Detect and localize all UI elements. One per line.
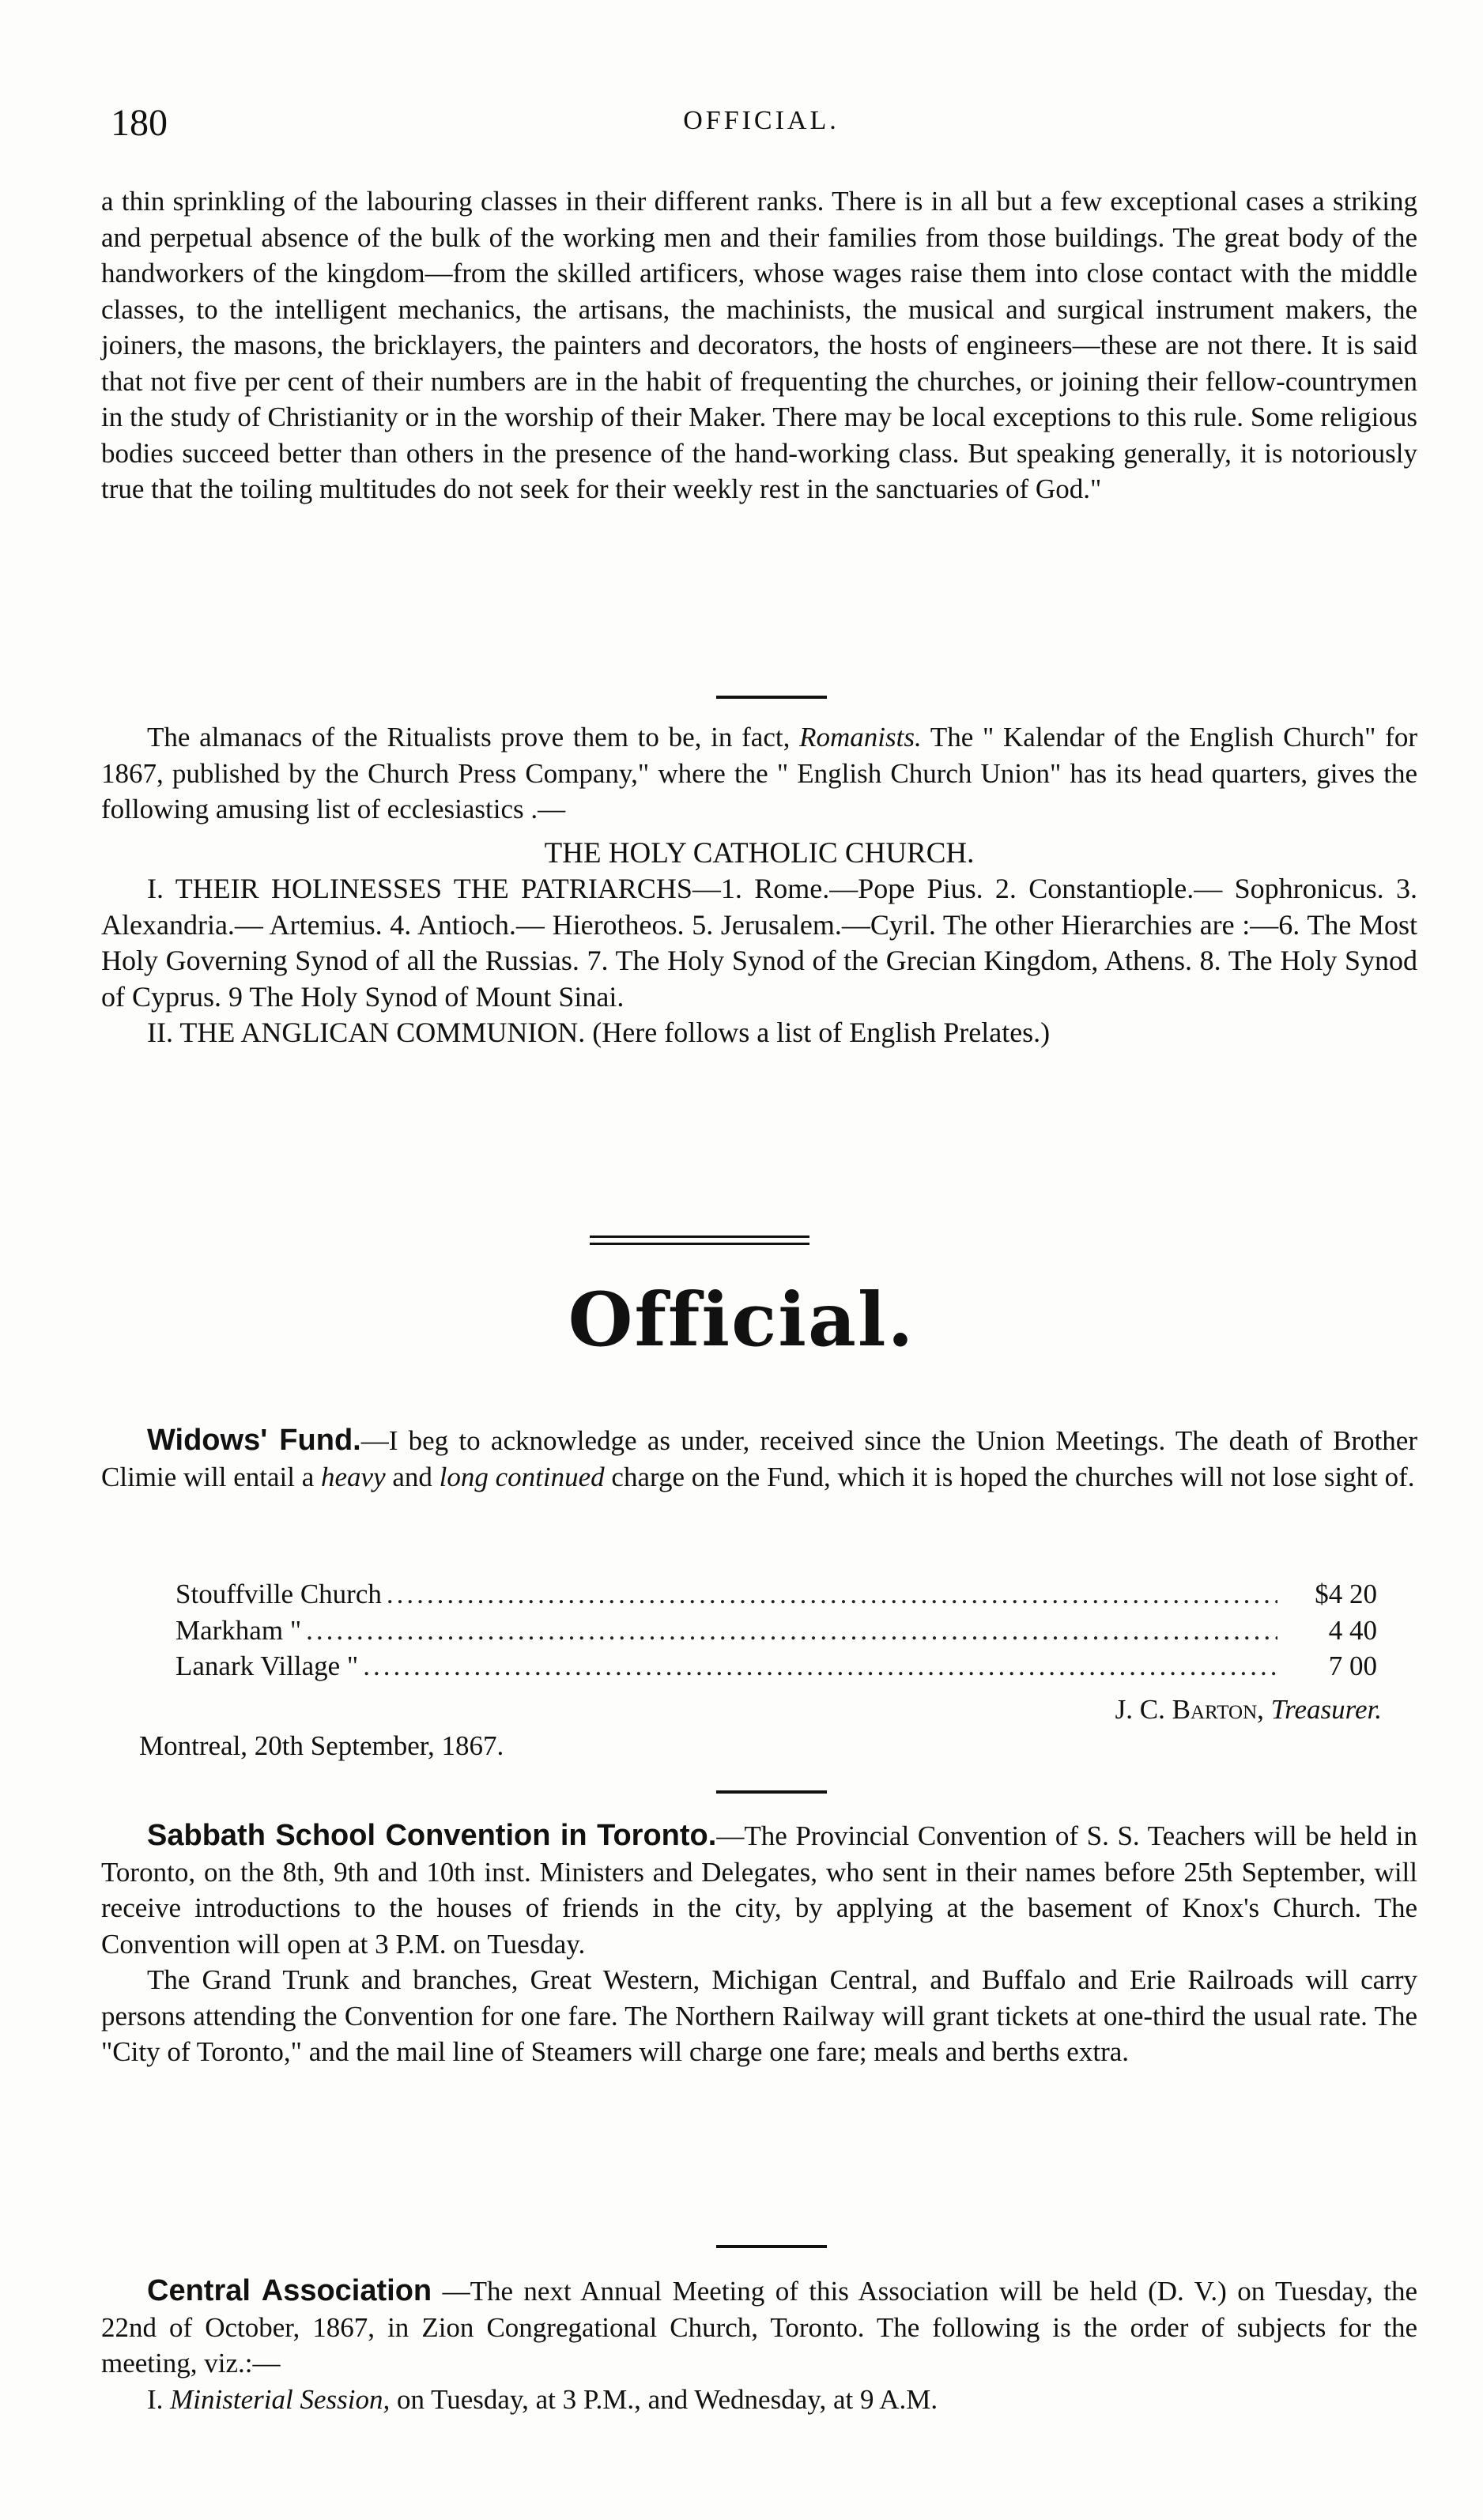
section-divider: [716, 696, 827, 699]
widows-text-after: charge on the Fund, which it is hoped the churches will not lose sight of.: [604, 1461, 1415, 1492]
widows-fund-lead: Widows' Fund.: [147, 1424, 361, 1457]
holy-catholic-heading: THE HOLY CATHOLIC CHURCH.: [544, 836, 975, 870]
patriarchs-list: I. THEIR HOLINESSES THE PATRIARCHS—1. Rome.—Pope Pius. 2. Constantiople.— Sophronicus. 3. Alexandria.— Artemius. 4. Antioch.— Hierotheos. 5. Jerusalem.—Cyril. The other Hierarchies are :—6. The Most Holy Governing Synod of all the Russias. 7. The Holy Synod of the Grecian Kingdom, Athens. 8. The Holy Synod of Cyprus. 9 The Holy Synod of Mount Sinai.: [101, 873, 1417, 1013]
double-rule-bottom: [590, 1243, 809, 1245]
widows-middle: and: [385, 1461, 440, 1492]
sabbath-lead: Sabbath School Convention in Toronto.: [147, 1819, 717, 1852]
signature-title: Treasurer.: [1270, 1694, 1382, 1725]
almanac-paragraph: [101, 719, 1417, 828]
leader-dots: [306, 1613, 1277, 1649]
central-item: [101, 2382, 1417, 2418]
table-row: [175, 1648, 1377, 1684]
central-item-text: on Tuesday, at 3 P.M., and Wednesday, at 9 A.M.: [390, 2383, 938, 2415]
central-text: —The next Annual Meeting of this Association will be held (D. V.) on Tuesday, the 22nd of October, 1867, in Zion Congregational Church, Toronto. The following is the order of subjects for the meeting, viz.:—: [101, 2276, 1417, 2379]
intro-paragraph: a thin sprinkling of the labouring classes in their different ranks. There is in all but a few exceptional cases a striking and perpetual absence of the bulk of the working men and their families from those buildings. The great body of the handworkers of the kingdom—from the skilled artificers, whose wages raise them into close contact with the middle classes, to the intelligent mechanics, the artisans, the machinists, the musical and surgical instrument makers, the joiners, the masons, the bricklayers, the painters and decorators, the hosts of engineers—these are not there. It is said that not five per cent of their numbers are in the habit of frequenting the churches, or joining their fellow-countrymen in the study of Christianity or in the worship of their Maker. There may be local exceptions to this rule. Some religious bodies succeed better than others in the presence of the hand-working class. But speaking generally, it is notoriously true that the toiling multitudes do not seek for their weekly rest in the sanctuaries of God.": [101, 186, 1417, 504]
almanac-section: [101, 719, 1417, 1051]
table-row: [175, 1613, 1377, 1649]
central-lead: Central Association: [147, 2274, 432, 2307]
signature: [101, 1692, 1382, 1728]
section-divider: [716, 1790, 827, 1794]
central-item-title: Ministerial Session,: [170, 2383, 391, 2415]
sabbath-paragraph-one: [101, 1818, 1417, 1962]
widows-fund-paragraph: [101, 1423, 1417, 1495]
central-item-label: I.: [147, 2383, 171, 2415]
receipt-amount: 4 40: [1328, 1614, 1377, 1646]
widows-text-before: —I beg to acknowledge as under, received since the Union Meetings. The death of Brother Climie will entail a: [101, 1425, 1417, 1492]
widows-heavy: heavy: [321, 1461, 386, 1492]
receipts-table: [175, 1576, 1377, 1684]
receipt-amount: $4 20: [1315, 1579, 1377, 1609]
running-title: OFFICIAL.: [683, 106, 840, 135]
receipt-amount: 7 00: [1328, 1650, 1377, 1681]
widows-long-continued: long continued: [439, 1461, 605, 1492]
receipt-name: Stouffville Church: [175, 1579, 382, 1609]
widows-fund-section: [101, 1423, 1417, 1495]
section-title: Official.: [568, 1277, 915, 1364]
leader-dots: [387, 1576, 1277, 1613]
anglican-communion-item: II. THE ANGLICAN COMMUNION. (Here follows a list of English Prelates.): [147, 1017, 1051, 1048]
sabbath-text-one: —The Provincial Convention of S. S. Teachers will be held in Toronto, on the 8th, 9th and 10th inst. Ministers and Delegates, who sent in their names before 25th September, will receive introductions to the houses of friends in the city, by applying at the basement of Knox's Church. The Convention will open at 3 P.M. on Tuesday.: [101, 1820, 1418, 1960]
leader-dots: [363, 1648, 1277, 1684]
central-paragraph: [101, 2273, 1417, 2382]
page-number: 180: [111, 102, 168, 144]
sabbath-school-section: [101, 1818, 1417, 2070]
section-divider: [716, 2245, 827, 2248]
almanac-text-after: The " Kalendar of the English Church" for 1867, published by the Church Press Company," where the " English Church Union" has its head quarters, gives the following amusing list of ecclesiastics .—: [101, 722, 1417, 824]
dateline: Montreal, 20th September, 1867.: [139, 1730, 504, 1761]
central-association-section: [101, 2273, 1417, 2417]
sabbath-paragraph-two: The Grand Trunk and branches, Great Western, Michigan Central, and Buffalo and Erie Railroads will carry persons attending the Convention for one fare. The Northern Railway will grant tickets at one-third the usual rate. The "City of Toronto," and the mail line of Steamers will charge one fare; meals and berths extra.: [101, 1964, 1417, 2067]
page-header: [111, 101, 1412, 149]
intro-section: [101, 183, 1417, 507]
almanac-emphasis: Romanists.: [799, 722, 922, 753]
signature-name: J. C. Barton,: [1115, 1694, 1264, 1725]
receipt-name: Markham ": [175, 1614, 302, 1646]
table-row: [175, 1576, 1377, 1613]
almanac-text-before: The almanacs of the Ritualists prove them to be, in fact,: [147, 722, 800, 753]
double-rule-top: [590, 1235, 809, 1238]
receipt-name: Lanark Village ": [175, 1650, 359, 1681]
